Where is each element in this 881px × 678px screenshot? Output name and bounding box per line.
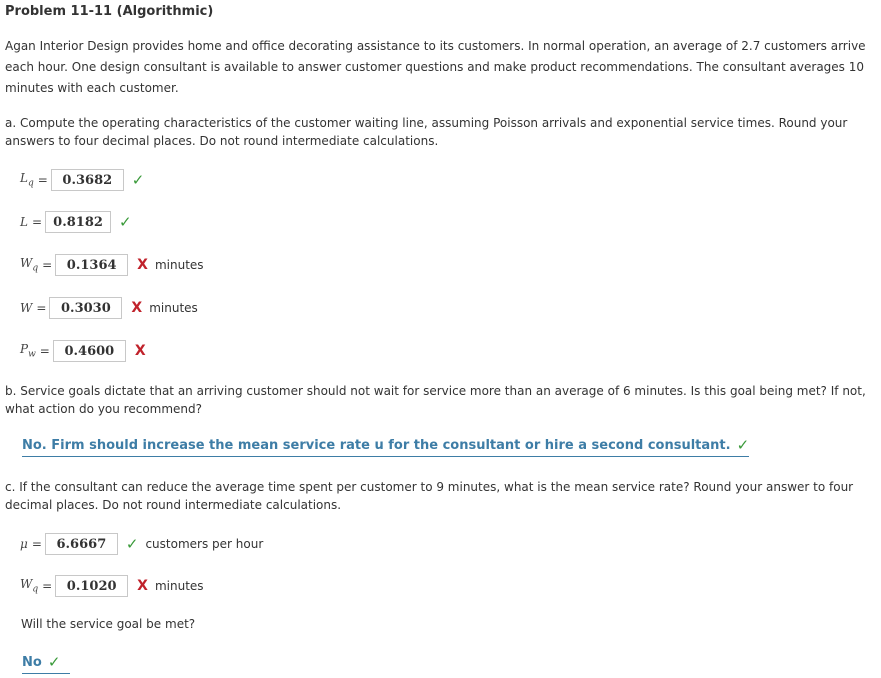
wq-row	[20, 253, 204, 277]
equals-sign: =	[36, 301, 47, 315]
goal-question: Will the service goal be met?	[21, 617, 196, 631]
equals-sign: =	[31, 537, 42, 551]
check-icon: ✓	[736, 436, 750, 454]
equals-sign: =	[42, 258, 53, 272]
mu-label: μ	[20, 537, 28, 551]
part-b-answer-text: No. Firm should increase the mean service rate u for the consultant or hire a second consultant.	[22, 437, 731, 453]
problem-title: Problem 11-11 (Algorithmic)	[5, 4, 214, 19]
mu-unit: customers per hour	[145, 537, 264, 551]
w-input[interactable]: 0.3030	[49, 297, 122, 319]
goal-answer-dropdown[interactable]	[22, 653, 70, 674]
part-a-question: a. Compute the operating characteristics of the customer waiting line, assuming Poisson arrivals and exponential service times. Round your answers to four decimal places. Do not round intermediate calculations.	[5, 116, 848, 148]
lq-label: $L_q$	[20, 171, 34, 189]
check-icon: ✓	[47, 653, 61, 671]
problem-intro: Agan Interior Design provides home and office decorating assistance to its customers. In normal operation, an average of 2.7 customers arrive each hour. One design consultant is available to answer customer questions and make product recommendations. The consultant averages 10 minutes with each customer.	[5, 39, 866, 95]
wq-unit: minutes	[154, 258, 204, 272]
part-b-question: b. Service goals dictate that an arriving customer should not wait for service more than an average of 6 minutes. Is this goal being met? If not, what action do you recommend?	[5, 384, 866, 416]
w-row	[20, 296, 198, 320]
cross-icon: X	[134, 343, 146, 359]
cross-icon: X	[131, 300, 143, 316]
equals-sign: =	[39, 344, 50, 358]
cross-icon: X	[137, 257, 148, 273]
wq-c-unit: minutes	[154, 579, 204, 593]
equals-sign: =	[37, 173, 48, 187]
wq-c-label: $W_q$	[20, 577, 39, 595]
mu-input[interactable]: 6.6667	[45, 533, 118, 555]
part-c-question: c. If the consultant can reduce the average time spent per customer to 9 minutes, what is the mean service rate? Round your answer to four decimal places. Do not round intermediate calculations.	[5, 480, 854, 512]
w-label: W	[20, 301, 33, 315]
check-icon: ✓	[119, 213, 132, 231]
cross-icon: X	[137, 578, 148, 594]
goal-answer-text: No	[22, 654, 42, 670]
l-row	[20, 210, 132, 234]
check-icon: ✓	[131, 171, 145, 189]
check-icon: ✓	[125, 535, 139, 553]
w-unit: minutes	[149, 301, 198, 315]
lq-input[interactable]: 0.3682	[51, 169, 124, 191]
wq-c-row	[20, 574, 204, 598]
pw-row	[20, 339, 146, 363]
equals-sign: =	[42, 579, 53, 593]
wq-label: $W_q$	[20, 256, 39, 274]
equals-sign: =	[31, 215, 43, 229]
pw-input[interactable]: 0.4600	[53, 340, 126, 362]
lq-row	[20, 168, 144, 192]
mu-row	[20, 532, 263, 556]
pw-label: $P_w$	[20, 342, 36, 360]
wq-input[interactable]: 0.1364	[55, 254, 128, 276]
part-b-answer-dropdown[interactable]	[22, 436, 749, 457]
l-input[interactable]: 0.8182	[45, 211, 111, 233]
wq-c-input[interactable]: 0.1020	[55, 575, 128, 597]
l-label: L	[20, 215, 28, 229]
